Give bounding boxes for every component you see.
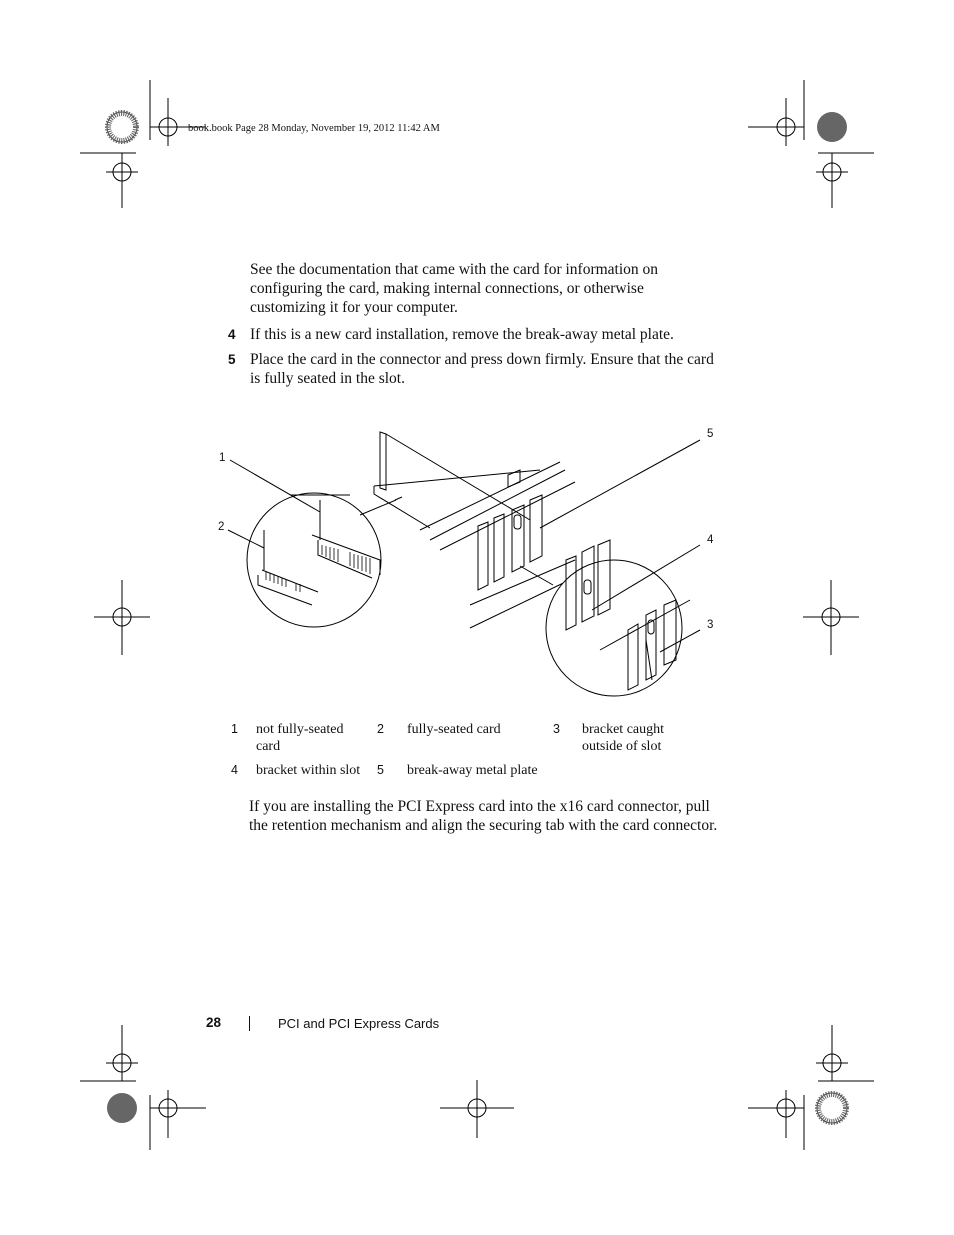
figure-callout-5: 5 [707, 428, 714, 440]
legend-number: 1 [231, 722, 238, 736]
legend-label-line: outside of slot [582, 739, 662, 754]
legend-label-line: card [256, 739, 281, 754]
legend-label-line: fully-seated card [407, 722, 501, 737]
figure-callout-2: 2 [218, 521, 225, 533]
closing-paragraph: If you are installing the PCI Express card into the x16 card connector, pull the retention mechanism and align the securing tab with the card connector. [249, 798, 718, 834]
legend-label-line: not fully-seated [256, 722, 344, 737]
legend-label-line: bracket caught [582, 722, 665, 737]
print-slug: book.book Page 28 Monday, November 19, 2012 11:42 AM [188, 123, 440, 134]
legend-label-5 [407, 762, 567, 779]
step-text: If this is a new card installation, remove the break-away metal plate. [250, 326, 674, 343]
footer-divider [249, 1016, 250, 1031]
legend-item-4 [231, 762, 238, 779]
step-number: 4 [228, 327, 236, 342]
legend-label-1 [256, 721, 371, 755]
figure-callout-3: 3 [707, 619, 714, 631]
legend-label-3 [582, 721, 702, 755]
legend-label-line: bracket within slot [256, 763, 361, 778]
legend-number: 4 [231, 763, 238, 777]
legend-item-3 [553, 721, 560, 738]
legend-number: 2 [377, 722, 384, 736]
legend-label-2 [407, 721, 537, 738]
legend-number: 3 [553, 722, 560, 736]
page-number: 28 [206, 1015, 222, 1030]
legend-item-5 [377, 762, 384, 779]
legend-label-4 [256, 762, 376, 779]
step-number: 5 [228, 352, 236, 367]
step-text: Place the card in the connector and press down firmly. Ensure that the card is fully seated in the slot. [250, 351, 714, 387]
legend-number: 5 [377, 763, 384, 777]
legend-item-2 [377, 721, 384, 738]
footer-section-title: PCI and PCI Express Cards [278, 1016, 440, 1031]
intro-paragraph: See the documentation that came with the card for information on configuring the card, making internal connections, or otherwise customizing it for your computer. [250, 261, 659, 316]
figure-callout-1: 1 [219, 452, 226, 464]
figure-callout-4: 4 [707, 534, 714, 546]
legend-label-line: break-away metal plate [407, 763, 538, 778]
legend-item-1 [231, 721, 238, 738]
